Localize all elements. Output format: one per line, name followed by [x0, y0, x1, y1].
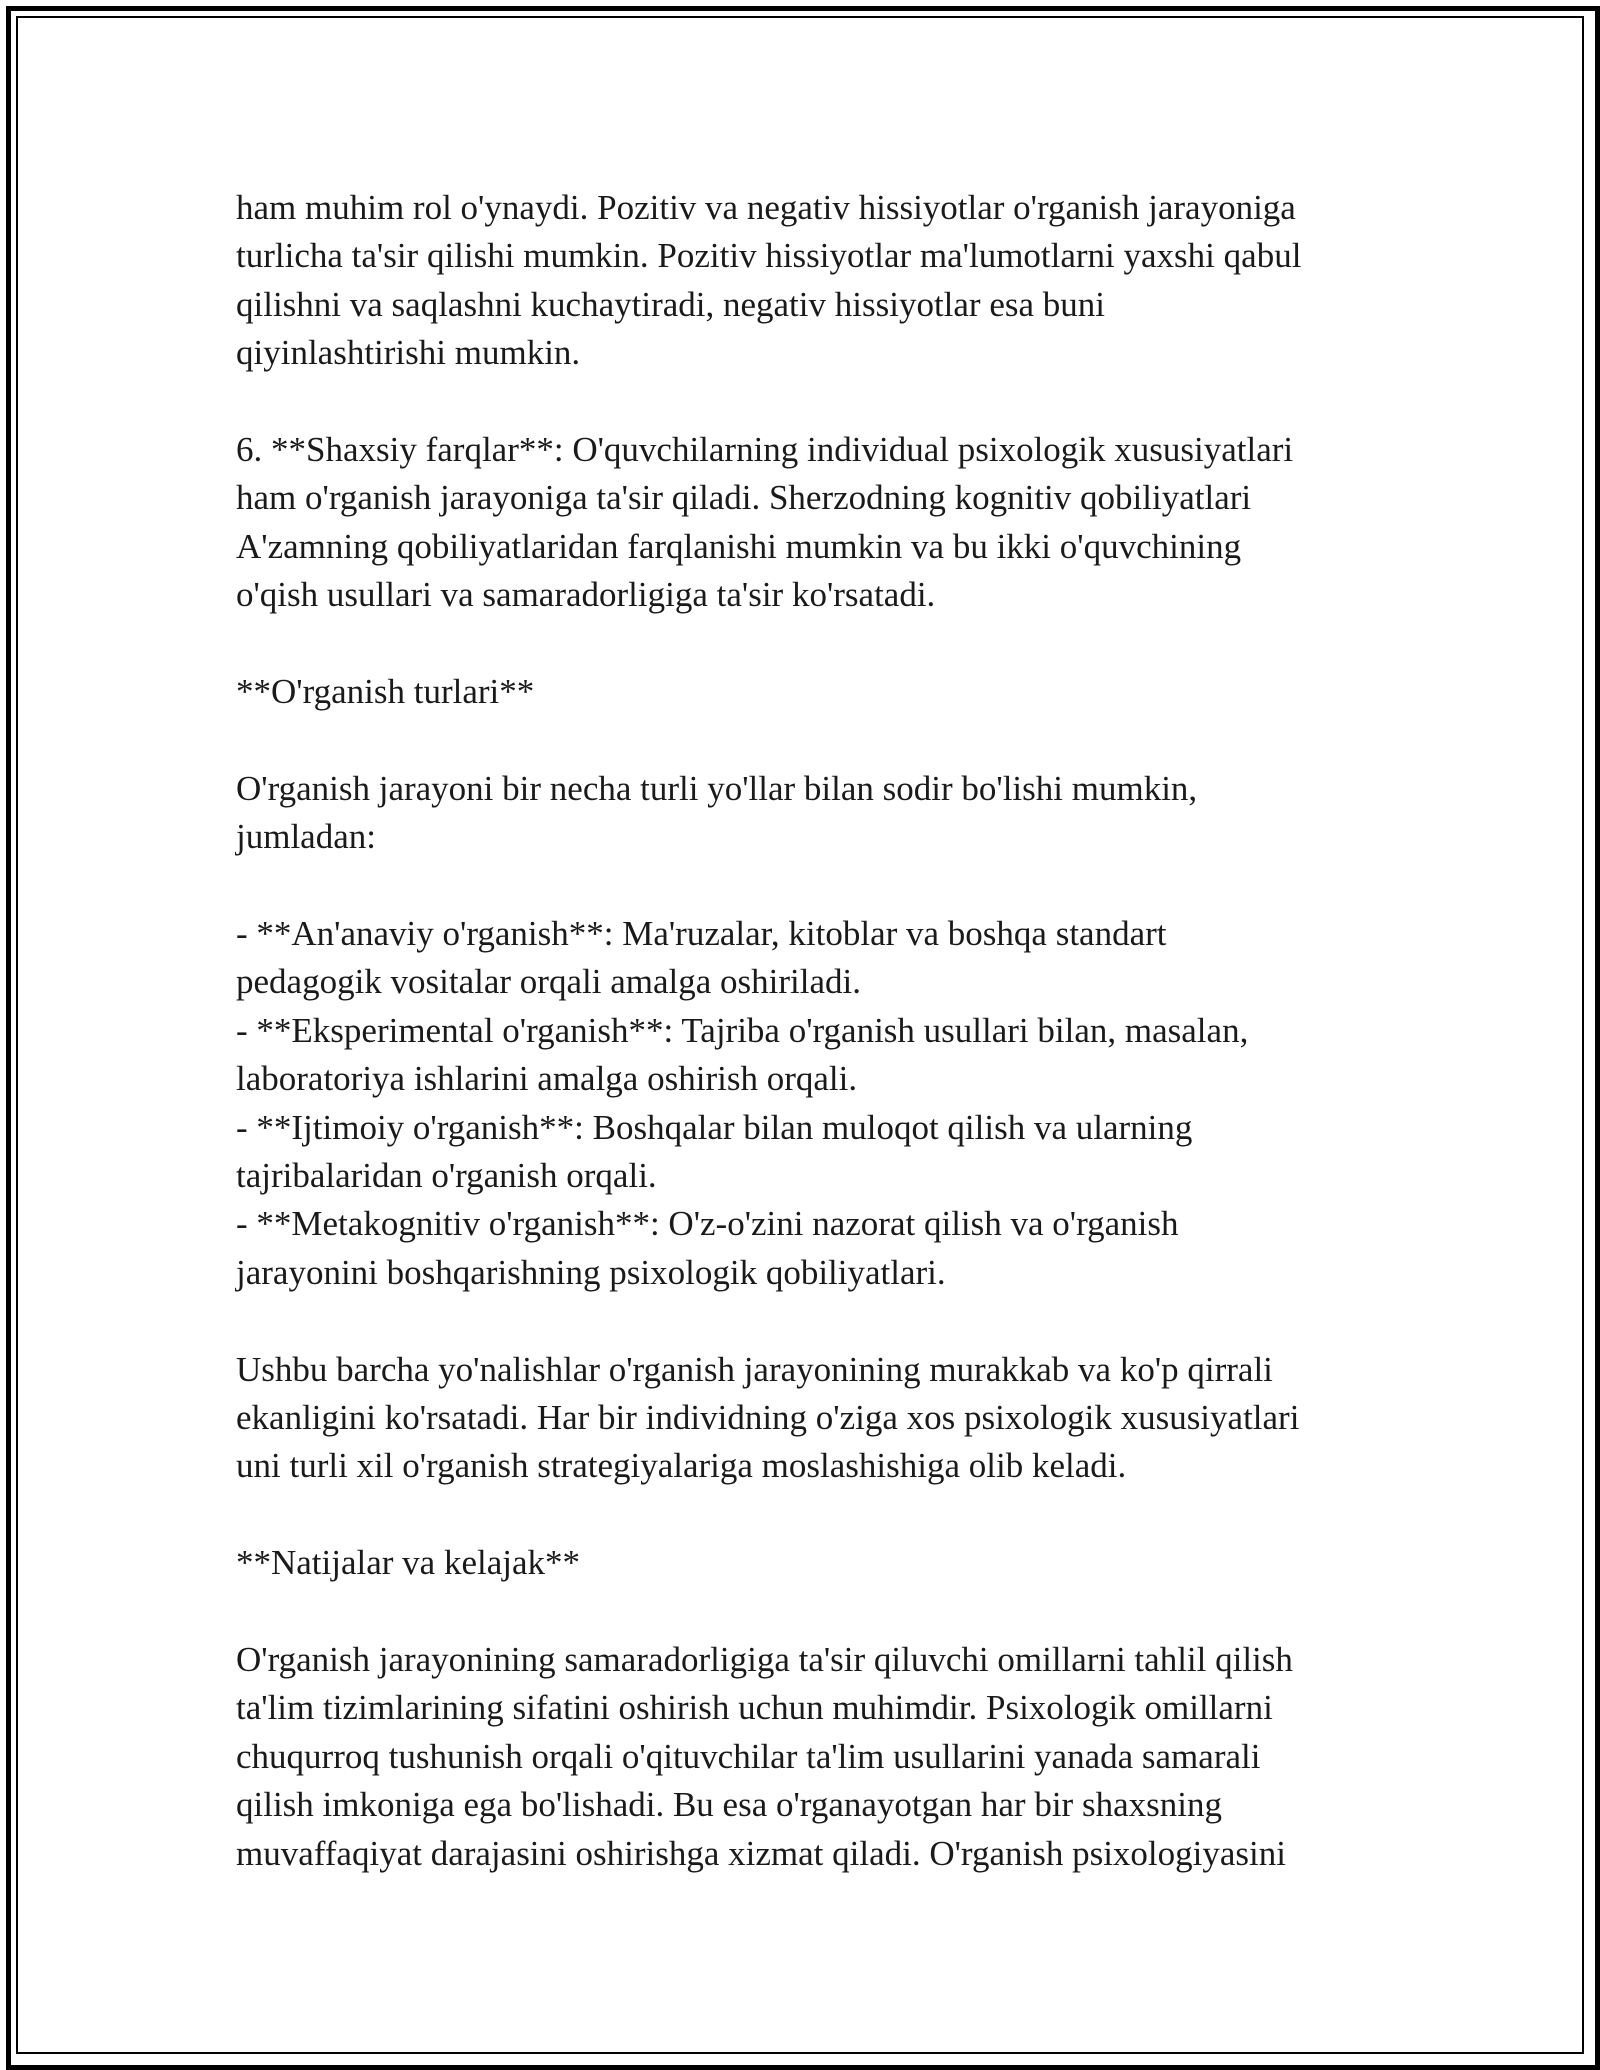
list-item-line: jarayonini boshqarishning psixologik qobiliyatlari. [236, 1252, 946, 1292]
learning-types-list [236, 910, 1376, 1297]
text-line: Ushbu barcha yo'nalishlar o'rganish jarayonining murakkab va ko'p qirrali [236, 1349, 1273, 1389]
paragraph-gap [236, 716, 1376, 764]
paragraph-results [236, 1636, 1376, 1878]
paragraph-gap [236, 1297, 1376, 1345]
text-line: ham o'rganish jarayoniga ta'sir qiladi. Sherzodning kognitiv qobiliyatlari [236, 478, 1252, 518]
text-line: muvaffaqiyat darajasini oshirishga xizmat qiladi. O'rganish psixologiyasini [236, 1833, 1286, 1873]
heading-line: **O'rganish turlari** [236, 672, 535, 712]
paragraph-summary [236, 1346, 1376, 1491]
list-item-line: tajribalaridan o'rganish orqali. [236, 1156, 657, 1196]
text-line: turlicha ta'sir qilishi mumkin. Pozitiv hissiyotlar ma'lumotlarni yaxshi qabul [236, 236, 1302, 276]
text-line: uni turli xil o'rganish strategiyalariga moslashishiga olib keladi. [236, 1446, 1127, 1486]
paragraph-gap [236, 1491, 1376, 1539]
text-line: O'rganish jarayonining samaradorligiga ta'sir qiluvchi omillarni tahlil qilish [236, 1640, 1293, 1680]
paragraph-gap [236, 862, 1376, 910]
list-item-line: laboratoriya ishlarini amalga oshirish orqali. [236, 1059, 858, 1099]
text-line: qiyinlashtirishi mumkin. [236, 333, 581, 373]
list-item-line: pedagogik vositalar orqali amalga oshiriladi. [236, 962, 861, 1002]
section-heading-learning-types [236, 668, 1376, 716]
document-body [236, 184, 1376, 1878]
paragraph-gap [236, 620, 1376, 668]
text-line: jumladan: [236, 817, 376, 857]
paragraph-gap [236, 1588, 1376, 1636]
list-item-line: - **An'anaviy o'rganish**: Ma'ruzalar, kitoblar va boshqa standart [236, 914, 1167, 954]
paragraph-individual-differences [236, 426, 1376, 620]
text-line: ekanligini ko'rsatadi. Har bir individning o'ziga xos psixologik xususiyatlari [236, 1398, 1300, 1438]
text-line: ham muhim rol o'ynaydi. Pozitiv va negativ hissiyotlar o'rganish jarayoniga [236, 188, 1296, 227]
text-line: qilish imkoniga ega bo'lishadi. Bu esa o'rganayotgan har bir shaxsning [236, 1785, 1222, 1825]
paragraph-gap [236, 378, 1376, 426]
text-line: O'rganish jarayoni bir necha turli yo'llar bilan sodir bo'lishi mumkin, [236, 768, 1198, 808]
text-line: o'qish usullari va samaradorligiga ta'sir ko'rsatadi. [236, 575, 936, 615]
text-line: 6. **Shaxsiy farqlar**: O'quvchilarning individual psixologik xususiyatlari [236, 430, 1294, 470]
list-item-line: - **Ijtimoiy o'rganish**: Boshqalar bilan muloqot qilish va ularning [236, 1107, 1193, 1147]
text-line: A'zamning qobiliyatlaridan farqlanishi mumkin va bu ikki o'quvchining [236, 526, 1242, 566]
heading-line: **Natijalar va kelajak** [236, 1543, 581, 1583]
paragraph-learning-intro [236, 765, 1376, 862]
list-item-line: - **Metakognitiv o'rganish**: O'z-o'zini nazorat qilish va o'rganish [236, 1204, 1179, 1244]
section-heading-results [236, 1539, 1376, 1587]
text-line: chuqurroq tushunish orqali o'qituvchilar ta'lim usullarini yanada samarali [236, 1736, 1261, 1776]
paragraph-emotions [236, 184, 1376, 378]
text-line: qilishni va saqlashni kuchaytiradi, negativ hissiyotlar esa buni [236, 284, 1106, 324]
text-line: ta'lim tizimlarining sifatini oshirish uchun muhimdir. Psixologik omillarni [236, 1688, 1273, 1728]
list-item-line: - **Eksperimental o'rganish**: Tajriba o'rganish usullari bilan, masalan, [236, 1010, 1249, 1050]
